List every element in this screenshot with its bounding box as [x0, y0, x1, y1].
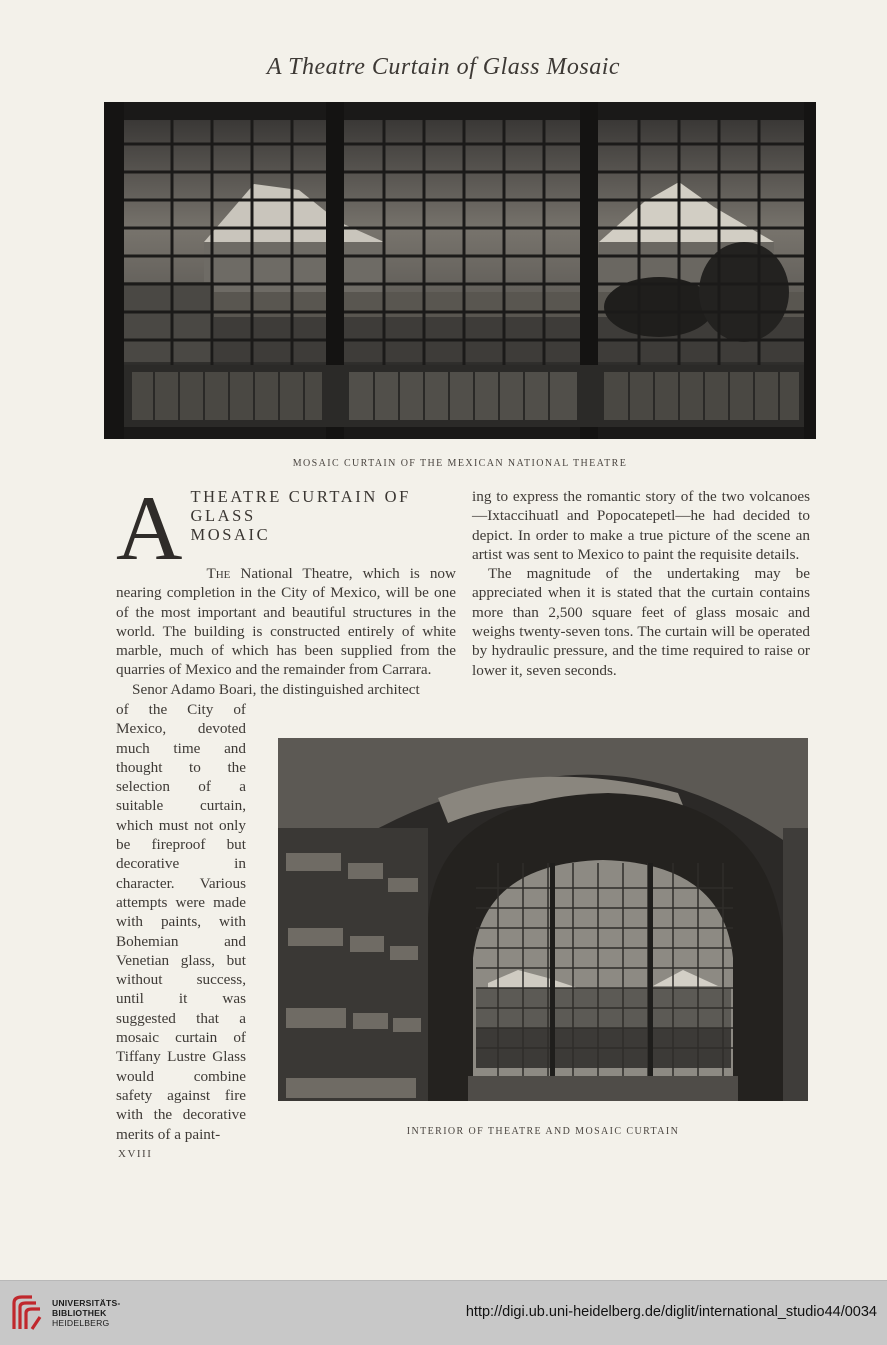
paragraph-2-narrow: of the City of Mexico, devoted much time and thought to the selection of a suitable curtain, which must not only be fireproof but decorative in character. Various attempts were made with paints, with Bohemian and Venetian glass, but without success, until it was suggested that a mosaic curtain of Tiffany Lustre Glass would combine safety against fire with the decorative merits of a paint-	[116, 701, 246, 1143]
intro-smallcaps: The	[206, 565, 231, 582]
top-figure-caption: MOSAIC CURTAIN OF THE MEXICAN NATIONAL THEATRE	[292, 458, 628, 469]
paragraph-1-text: National Theatre, which is now nearing completion in the City of Mexico, will be one of the most important and beautiful structures in the world. The building is constructed entirely of white marble, much of which has been supplied from the quarries of Mexico and the remainder from Carrara.	[116, 565, 456, 679]
headline-line-2: MOSAIC	[190, 525, 271, 544]
drop-cap: A	[116, 477, 183, 579]
permalink-url[interactable]: http://digi.ub.uni-heidelberg.de/diglit/international_studio44/0034	[465, 1304, 877, 1320]
article-right-column	[472, 487, 810, 680]
headline-line-1: THEATRE CURTAIN OF GLASS	[190, 487, 411, 525]
article-left-column	[116, 477, 456, 699]
library-line-1: UNIVERSITÄTS-	[52, 1298, 121, 1308]
paragraph-2-start: Senor Adamo Boari, the distinguished architect	[132, 680, 420, 698]
university-library-logo-icon	[10, 1293, 44, 1333]
right-paragraph-2: The magnitude of the undertaking may be appreciated when it is stated that the curtain contains more than 2,500 square feet of glass mosaic and weighs twenty-seven tons. The curtain will be operated by hydraulic pressure, and the time required to raise or lower it, seven seconds.	[472, 565, 810, 679]
right-paragraph-1: ing to express the romantic story of the two volcanoes—Ixtaccihuatl and Popocatepetl—he had decided to depict. In order to make a true picture of the scene an artist was sent to Mexico to paint the requisite details.	[472, 488, 810, 563]
library-name	[52, 1298, 121, 1328]
library-line-3: HEIDELBERG	[52, 1318, 110, 1328]
theatre-interior-photo	[278, 738, 808, 1101]
paragraph-1	[116, 564, 456, 680]
mosaic-curtain-image	[104, 102, 816, 439]
running-title: A Theatre Curtain of Glass Mosaic	[266, 54, 621, 80]
bottom-figure-caption: INTERIOR OF THEATRE AND MOSAIC CURTAIN	[406, 1126, 680, 1137]
library-line-2: BIBLIOTHEK	[52, 1308, 107, 1318]
mosaic-curtain-photo	[104, 102, 816, 439]
digital-library-footer	[0, 1280, 887, 1345]
theatre-interior-image	[278, 738, 808, 1101]
page-folio: XVIII	[118, 1148, 153, 1160]
